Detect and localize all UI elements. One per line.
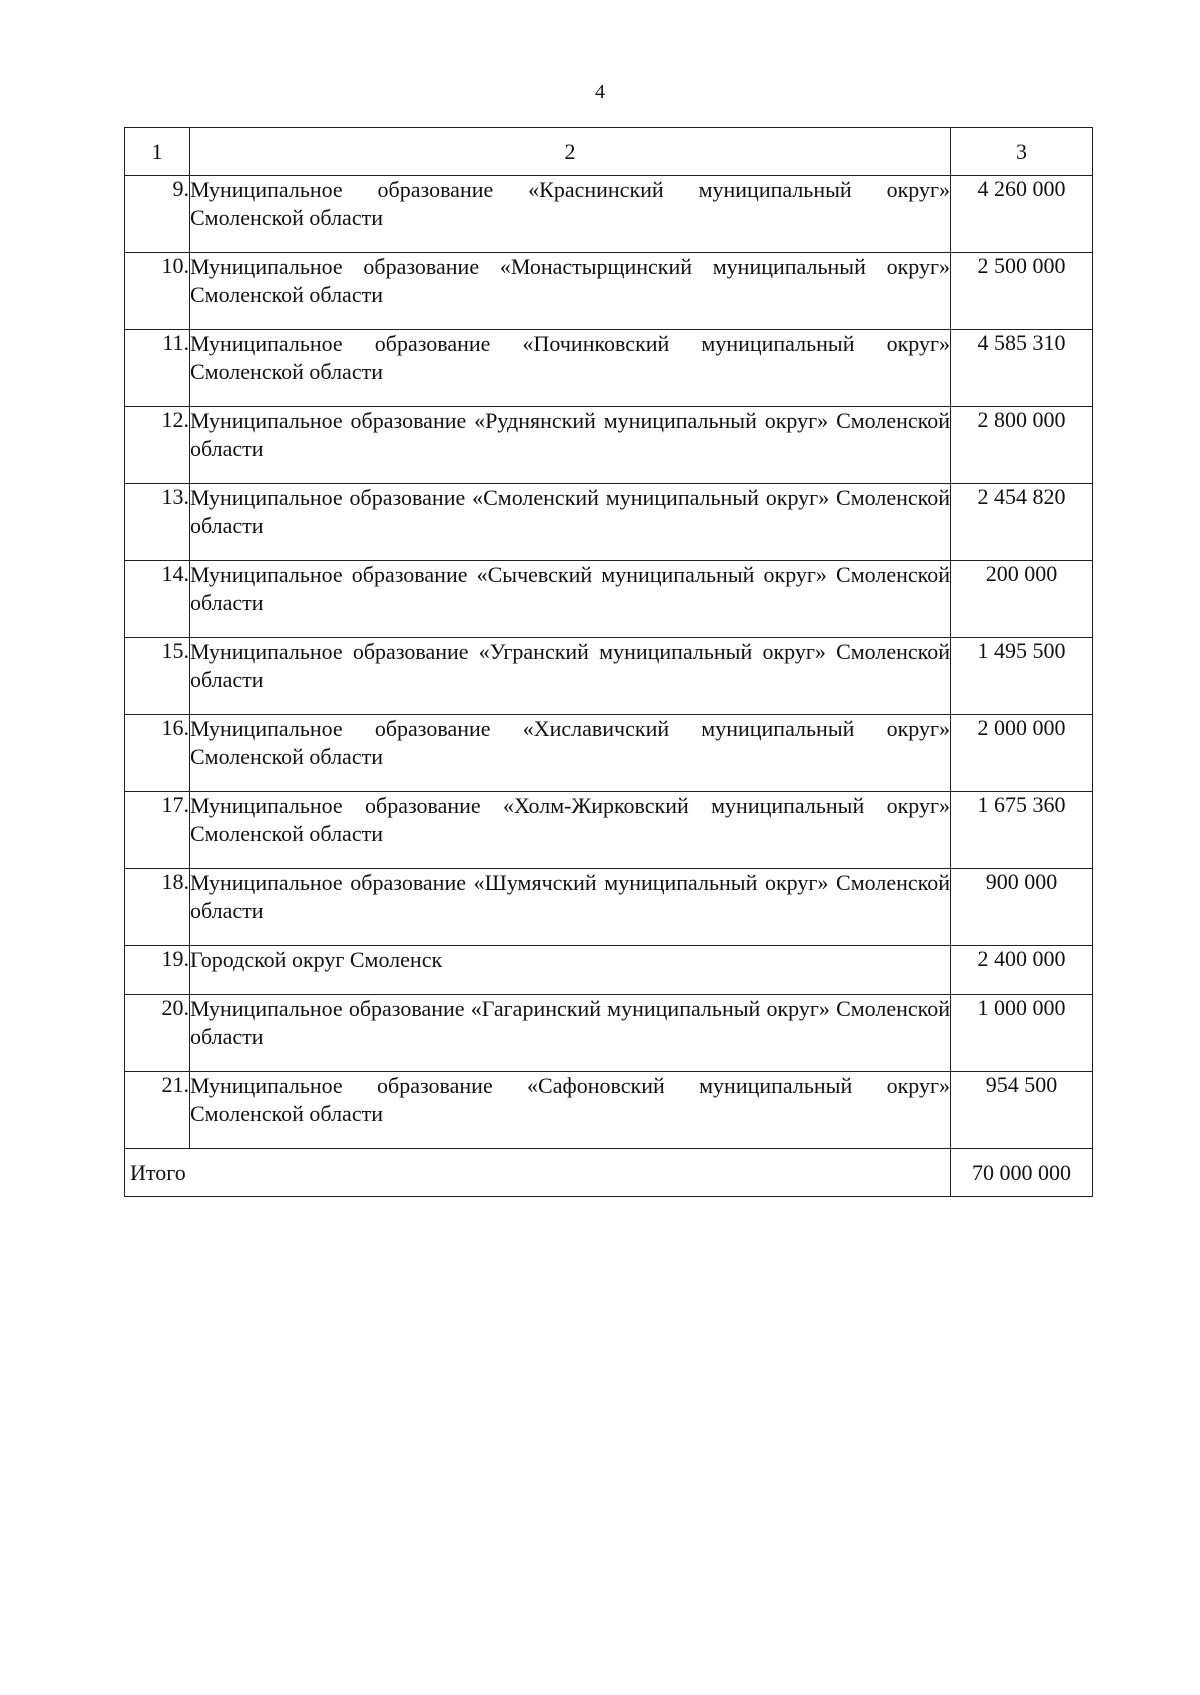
table-row <box>125 484 1093 561</box>
municipality-name: Муниципальное образование «Починковский муниципальный округ» Смоленской области <box>190 330 951 407</box>
amount-value: 2 000 000 <box>951 715 1093 792</box>
row-number: 19. <box>125 946 190 995</box>
table-row <box>125 1072 1093 1149</box>
municipality-name: Муниципальное образование «Угранский муниципальный округ» Смоленской области <box>190 638 951 715</box>
row-number: 18. <box>125 869 190 946</box>
allocation-table <box>124 127 1093 1197</box>
total-row <box>125 1149 1093 1197</box>
column-header-name: 2 <box>190 128 951 176</box>
table-row <box>125 792 1093 869</box>
amount-value: 1 000 000 <box>951 995 1093 1072</box>
table-row <box>125 561 1093 638</box>
amount-value: 1 495 500 <box>951 638 1093 715</box>
table-row <box>125 176 1093 253</box>
row-number: 17. <box>125 792 190 869</box>
page-number: 4 <box>595 81 605 103</box>
amount-value: 954 500 <box>951 1072 1093 1149</box>
row-number: 20. <box>125 995 190 1072</box>
column-header-amount: 3 <box>951 128 1093 176</box>
row-number: 14. <box>125 561 190 638</box>
table-row <box>125 715 1093 792</box>
municipality-name: Муниципальное образование «Краснинский муниципальный округ» Смоленской области <box>190 176 951 253</box>
amount-value: 4 260 000 <box>951 176 1093 253</box>
amount-value: 2 800 000 <box>951 407 1093 484</box>
amount-value: 900 000 <box>951 869 1093 946</box>
row-number: 9. <box>125 176 190 253</box>
amount-value: 1 675 360 <box>951 792 1093 869</box>
municipality-name: Муниципальное образование «Сафоновский муниципальный округ» Смоленской области <box>190 1072 951 1149</box>
table-row <box>125 407 1093 484</box>
municipality-name: Муниципальное образование «Шумячский муниципальный округ» Смоленской области <box>190 869 951 946</box>
row-number: 13. <box>125 484 190 561</box>
table-row <box>125 946 1093 995</box>
total-amount: 70 000 000 <box>951 1149 1093 1197</box>
row-number: 16. <box>125 715 190 792</box>
row-number: 12. <box>125 407 190 484</box>
row-number: 15. <box>125 638 190 715</box>
table-row <box>125 638 1093 715</box>
municipality-name: Муниципальное образование «Холм-Жирковский муниципальный округ» Смоленской области <box>190 792 951 869</box>
row-number: 10. <box>125 253 190 330</box>
row-number: 11. <box>125 330 190 407</box>
row-number: 21. <box>125 1072 190 1149</box>
table-row <box>125 995 1093 1072</box>
municipality-name: Муниципальное образование «Сычевский муниципальный округ» Смоленской области <box>190 561 951 638</box>
table-row <box>125 869 1093 946</box>
municipality-name: Муниципальное образование «Руднянский муниципальный округ» Смоленской области <box>190 407 951 484</box>
amount-value: 4 585 310 <box>951 330 1093 407</box>
table-row <box>125 330 1093 407</box>
amount-value: 2 400 000 <box>951 946 1093 995</box>
amount-value: 2 454 820 <box>951 484 1093 561</box>
table-row <box>125 253 1093 330</box>
total-label: Итого <box>125 1149 951 1197</box>
column-header-number: 1 <box>125 128 190 176</box>
municipality-name: Городской округ Смоленск <box>190 946 951 995</box>
municipality-name: Муниципальное образование «Смоленский муниципальный округ» Смоленской области <box>190 484 951 561</box>
municipality-name: Муниципальное образование «Хиславичский муниципальный округ» Смоленской области <box>190 715 951 792</box>
municipality-name: Муниципальное образование «Гагаринский муниципальный округ» Смоленской области <box>190 995 951 1072</box>
municipality-name: Муниципальное образование «Монастырщинский муниципальный округ» Смоленской области <box>190 253 951 330</box>
table-header-row <box>125 128 1093 176</box>
amount-value: 2 500 000 <box>951 253 1093 330</box>
amount-value: 200 000 <box>951 561 1093 638</box>
